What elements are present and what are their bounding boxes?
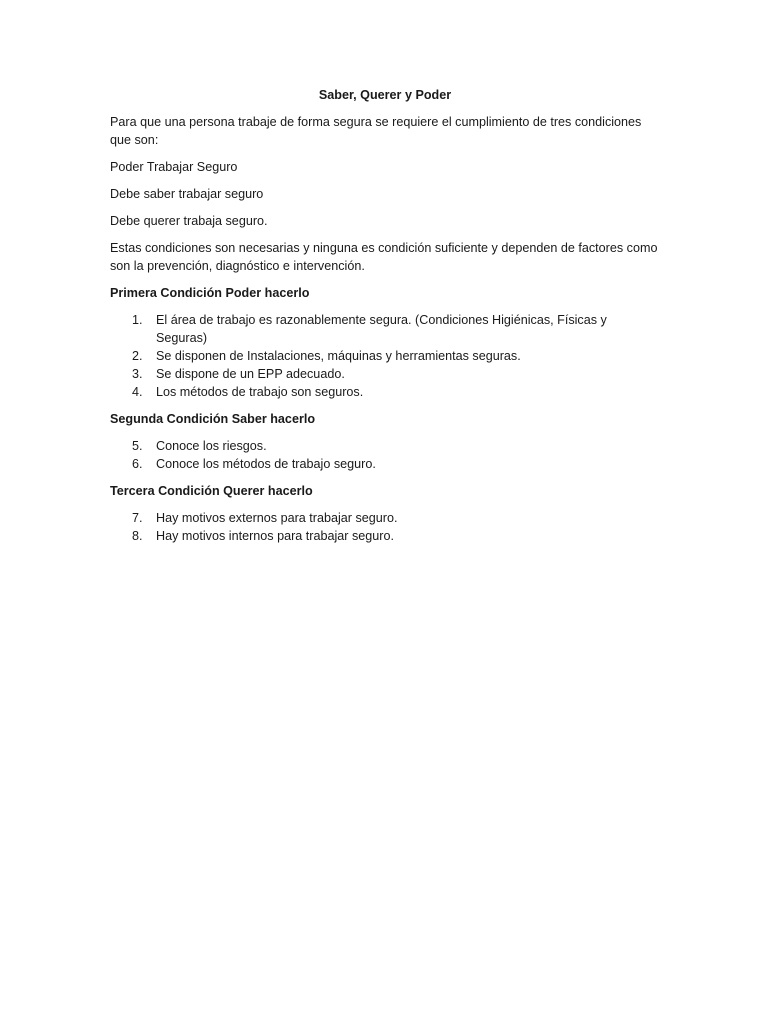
list-item-text: Hay motivos internos para trabajar seguro.: [156, 529, 394, 543]
list-item: [110, 455, 660, 473]
list-item-number: 6.: [132, 457, 143, 471]
list-item: [110, 311, 660, 347]
numbered-list: [110, 437, 660, 473]
list-item: [110, 437, 660, 455]
section-heading: Tercera Condición Querer hacerlo: [110, 484, 313, 498]
list-item-text: Conoce los métodos de trabajo seguro.: [156, 457, 376, 471]
list-item-text: Los métodos de trabajo son seguros.: [156, 385, 364, 399]
list-item-number: 2.: [132, 349, 143, 363]
document-title: Saber, Querer y Poder: [318, 88, 452, 102]
section-heading: Primera Condición Poder hacerlo: [110, 286, 310, 300]
list-item-number: 3.: [132, 367, 143, 381]
list-item: [110, 365, 660, 383]
section-heading: Segunda Condición Saber hacerlo: [110, 412, 316, 426]
list-item: [110, 347, 660, 365]
condition-line: Debe saber trabajar seguro: [110, 187, 264, 201]
intro-paragraph: Para que una persona trabaje de forma segura se requiere el cumplimiento de tres condiciones que son:: [110, 115, 642, 147]
numbered-list: [110, 509, 660, 545]
list-item-text: Hay motivos externos para trabajar seguro.: [156, 511, 398, 525]
condition-line: Poder Trabajar Seguro: [110, 160, 238, 174]
condition-line: Debe querer trabaja seguro.: [110, 214, 268, 228]
list-item-text: Conoce los riesgos.: [156, 439, 267, 453]
document-body: [110, 86, 660, 554]
list-item: [110, 527, 660, 545]
list-item-number: 7.: [132, 511, 143, 525]
list-item-number: 5.: [132, 439, 143, 453]
list-item-text: Se disponen de Instalaciones, máquinas y herramientas seguras.: [156, 349, 521, 363]
summary-paragraph: Estas condiciones son necesarias y ninguna es condición suficiente y dependen de factores como son la prevención, diagnóstico e intervención.: [110, 241, 658, 273]
numbered-list: [110, 311, 660, 401]
list-item-text: El área de trabajo es razonablemente segura. (Condiciones Higiénicas, Físicas y Seguras): [156, 313, 607, 345]
list-item-number: 1.: [132, 313, 143, 327]
list-item-number: 4.: [132, 385, 143, 399]
list-item-text: Se dispone de un EPP adecuado.: [156, 367, 345, 381]
list-item-number: 8.: [132, 529, 143, 543]
list-item: [110, 509, 660, 527]
list-item: [110, 383, 660, 401]
